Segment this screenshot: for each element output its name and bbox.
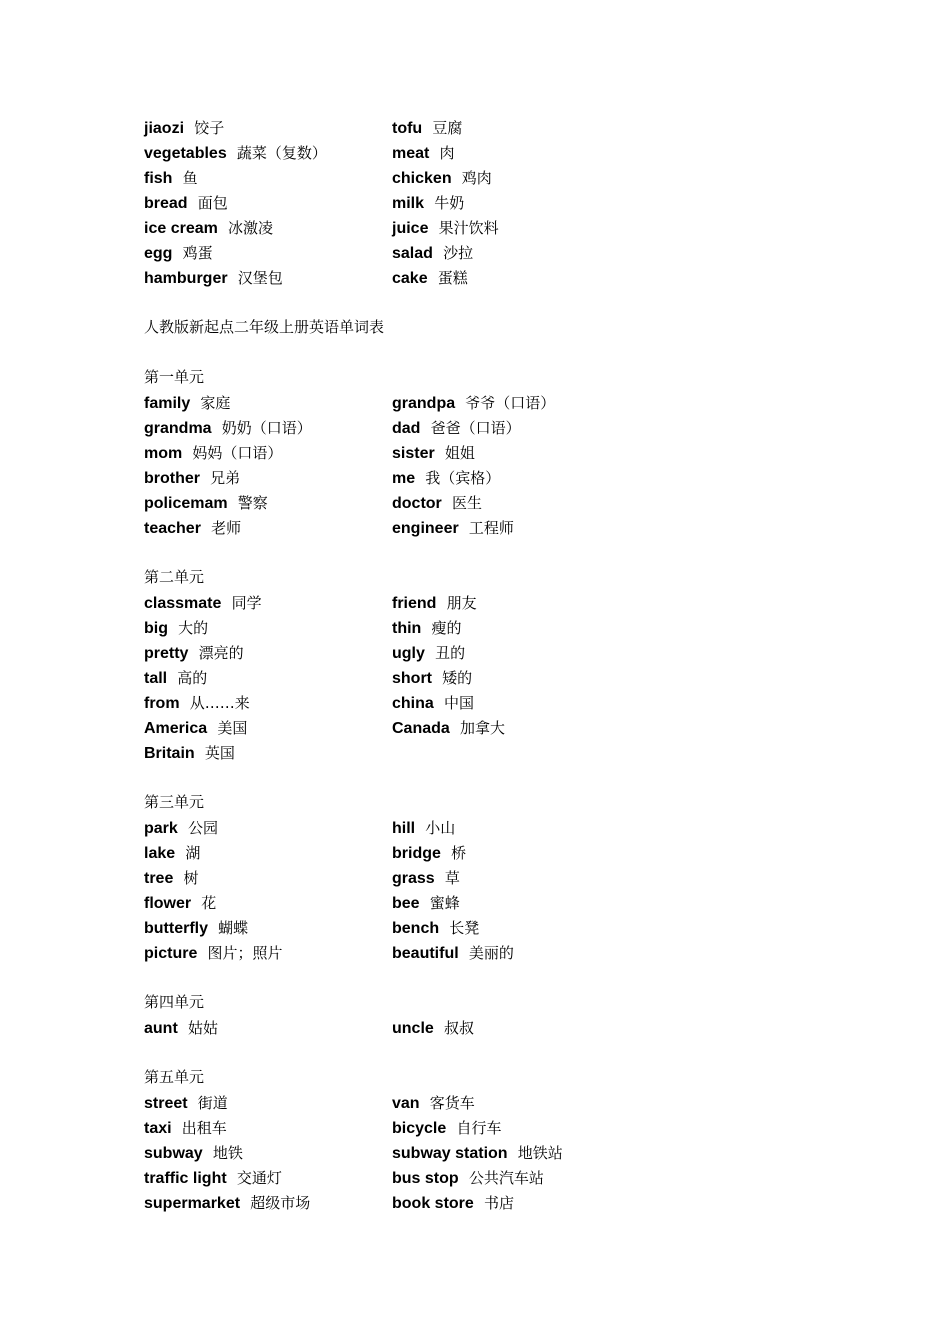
english-word: vegetables xyxy=(144,145,227,162)
chinese-meaning: 医生 xyxy=(451,494,482,512)
word-entry-right xyxy=(392,390,555,416)
unit-5-row xyxy=(144,1165,704,1190)
english-word: street xyxy=(144,1095,188,1112)
chinese-meaning: 牛奶 xyxy=(434,194,465,212)
chinese-meaning: 自行车 xyxy=(456,1119,502,1137)
word-entry-left xyxy=(144,1090,228,1116)
word-entry-right xyxy=(392,915,479,941)
english-word: ugly xyxy=(392,645,425,662)
chinese-meaning: 豆腐 xyxy=(432,119,463,137)
chinese-meaning: 蝴蝶 xyxy=(218,919,249,937)
word-entry-right xyxy=(392,115,462,141)
word-entry-left xyxy=(144,215,273,241)
food-row xyxy=(144,215,704,240)
unit-3-row xyxy=(144,890,704,915)
unit-1-row xyxy=(144,440,704,465)
english-word: friend xyxy=(392,595,437,612)
chinese-meaning: 爷爷（口语） xyxy=(465,394,556,412)
unit-5-row xyxy=(144,1090,704,1115)
english-word: brother xyxy=(144,470,200,487)
english-word: bread xyxy=(144,195,188,212)
word-entry-right xyxy=(392,815,455,841)
word-entry-left xyxy=(144,740,235,766)
chinese-meaning: 朋友 xyxy=(446,594,477,612)
unit-2-row xyxy=(144,740,704,765)
english-word: hill xyxy=(392,820,416,837)
unit-heading: 第四单元 xyxy=(144,993,205,1011)
chinese-meaning: 公园 xyxy=(187,819,218,837)
unit-heading: 第二单元 xyxy=(144,568,205,586)
chinese-meaning: 图片；照片 xyxy=(207,944,283,962)
english-word: butterfly xyxy=(144,920,208,937)
english-word: china xyxy=(392,695,434,712)
english-word: teacher xyxy=(144,520,201,537)
food-row xyxy=(144,115,704,140)
chinese-meaning: 兄弟 xyxy=(210,469,241,487)
chinese-meaning: 加拿大 xyxy=(459,719,505,737)
english-word: milk xyxy=(392,195,425,212)
word-entry-right xyxy=(392,840,466,866)
unit-2-row xyxy=(144,590,704,615)
unit-3-row xyxy=(144,840,704,865)
english-word: bus stop xyxy=(392,1170,459,1187)
word-entry-left xyxy=(144,265,283,291)
word-entry-left xyxy=(144,140,327,166)
english-word: bee xyxy=(392,895,420,912)
word-entry-left xyxy=(144,690,250,716)
word-entry-right xyxy=(392,240,473,266)
word-entry-right xyxy=(392,590,477,616)
english-word: family xyxy=(144,395,191,412)
unit-1-row xyxy=(144,390,704,415)
english-word: engineer xyxy=(392,520,459,537)
word-entry-right xyxy=(392,715,505,741)
chinese-meaning: 从……来 xyxy=(189,694,250,712)
english-word: tofu xyxy=(392,120,423,137)
english-word: bicycle xyxy=(392,1120,447,1137)
unit-3-row xyxy=(144,815,704,840)
unit-heading: 第五单元 xyxy=(144,1068,205,1086)
chinese-meaning: 姑姑 xyxy=(187,1019,218,1037)
unit-3-row xyxy=(144,915,704,940)
chinese-meaning: 英国 xyxy=(204,744,235,762)
word-entry-right xyxy=(392,1165,544,1191)
chinese-meaning: 沙拉 xyxy=(443,244,474,262)
chinese-meaning: 爸爸（口语） xyxy=(430,419,521,437)
word-entry-left xyxy=(144,490,268,516)
word-entry-right xyxy=(392,1190,514,1216)
food-row xyxy=(144,265,704,290)
english-word: traffic light xyxy=(144,1170,227,1187)
word-entry-left xyxy=(144,1190,310,1216)
english-word: book store xyxy=(392,1195,474,1212)
english-word: Canada xyxy=(392,720,450,737)
unit-5-row xyxy=(144,1115,704,1140)
english-word: pretty xyxy=(144,645,189,662)
word-entry-right xyxy=(392,1015,474,1041)
chinese-meaning: 瘦的 xyxy=(431,619,462,637)
chinese-meaning: 工程师 xyxy=(468,519,514,537)
english-word: big xyxy=(144,620,168,637)
english-word: salad xyxy=(392,245,433,262)
word-entry-right xyxy=(392,1090,475,1116)
word-entry-right xyxy=(392,690,474,716)
word-entry-left xyxy=(144,715,247,741)
english-word: subway xyxy=(144,1145,203,1162)
chinese-meaning: 矮的 xyxy=(442,669,473,687)
word-entry-left xyxy=(144,840,200,866)
unit-1-row xyxy=(144,490,704,515)
chinese-meaning: 奶奶（口语） xyxy=(221,419,312,437)
unit-2-row xyxy=(144,665,704,690)
word-entry-left xyxy=(144,1015,218,1041)
word-entry-left xyxy=(144,440,282,466)
word-entry-left xyxy=(144,890,216,916)
english-word: meat xyxy=(392,145,430,162)
word-entry-right xyxy=(392,415,521,441)
unit-2-row xyxy=(144,690,704,715)
chinese-meaning: 交通灯 xyxy=(236,1169,282,1187)
english-word: policemam xyxy=(144,495,228,512)
word-entry-left xyxy=(144,940,283,966)
chinese-meaning: 湖 xyxy=(185,844,201,862)
chinese-meaning: 花 xyxy=(201,894,217,912)
english-word: aunt xyxy=(144,1020,178,1037)
unit-4-row xyxy=(144,1015,704,1040)
english-word: supermarket xyxy=(144,1195,241,1212)
chinese-meaning: 姐姐 xyxy=(444,444,475,462)
chinese-meaning: 长凳 xyxy=(449,919,480,937)
english-word: dad xyxy=(392,420,421,437)
chinese-meaning: 大的 xyxy=(178,619,209,637)
word-entry-right xyxy=(392,640,465,666)
chinese-meaning: 桥 xyxy=(451,844,467,862)
word-entry-left xyxy=(144,815,218,841)
english-word: from xyxy=(144,695,180,712)
chinese-meaning: 地铁 xyxy=(212,1144,243,1162)
unit-1-row xyxy=(144,515,704,540)
chinese-meaning: 同学 xyxy=(231,594,262,612)
chinese-meaning: 妈妈（口语） xyxy=(192,444,283,462)
chinese-meaning: 鸡肉 xyxy=(461,169,492,187)
english-word: flower xyxy=(144,895,192,912)
english-word: tree xyxy=(144,870,174,887)
english-word: me xyxy=(392,470,416,487)
english-word: egg xyxy=(144,245,173,262)
word-entry-left xyxy=(144,865,199,891)
english-word: chicken xyxy=(392,170,452,187)
word-entry-left xyxy=(144,190,228,216)
word-entry-left xyxy=(144,165,198,191)
chinese-meaning: 漂亮的 xyxy=(198,644,244,662)
word-entry-left xyxy=(144,415,312,441)
english-word: short xyxy=(392,670,432,687)
chinese-meaning: 肉 xyxy=(439,144,455,162)
food-row xyxy=(144,190,704,215)
english-word: mom xyxy=(144,445,183,462)
english-word: sister xyxy=(392,445,435,462)
english-word: jiaozi xyxy=(144,120,185,137)
chinese-meaning: 蜜蜂 xyxy=(429,894,460,912)
chinese-meaning: 书店 xyxy=(483,1194,514,1212)
word-entry-left xyxy=(144,915,248,941)
word-entry-right xyxy=(392,1140,563,1166)
chinese-meaning: 草 xyxy=(444,869,460,887)
english-word: grandma xyxy=(144,420,212,437)
chinese-meaning: 冰激凌 xyxy=(228,219,274,237)
unit-3-row xyxy=(144,940,704,965)
english-word: cake xyxy=(392,270,428,287)
chinese-meaning: 汉堡包 xyxy=(237,269,283,287)
chinese-meaning: 超级市场 xyxy=(250,1194,311,1212)
unit-5-row xyxy=(144,1140,704,1165)
food-row xyxy=(144,240,704,265)
food-row xyxy=(144,140,704,165)
english-word: grandpa xyxy=(392,395,456,412)
chinese-meaning: 果汁饮料 xyxy=(438,219,499,237)
english-word: bridge xyxy=(392,845,441,862)
unit-1-row xyxy=(144,465,704,490)
english-word: beautiful xyxy=(392,945,459,962)
english-word: Britain xyxy=(144,745,195,762)
chinese-meaning: 鱼 xyxy=(182,169,198,187)
english-word: van xyxy=(392,1095,420,1112)
chinese-meaning: 鸡蛋 xyxy=(182,244,213,262)
english-word: classmate xyxy=(144,595,222,612)
chinese-meaning: 丑的 xyxy=(435,644,466,662)
chinese-meaning: 街道 xyxy=(197,1094,228,1112)
english-word: ice cream xyxy=(144,220,218,237)
word-entry-right xyxy=(392,1115,501,1141)
unit-2-row xyxy=(144,615,704,640)
unit-5-row xyxy=(144,1190,704,1215)
chinese-meaning: 我（宾格） xyxy=(425,469,501,487)
english-word: hamburger xyxy=(144,270,228,287)
english-word: uncle xyxy=(392,1020,434,1037)
english-word: picture xyxy=(144,945,198,962)
word-entry-right xyxy=(392,615,462,641)
word-entry-right xyxy=(392,440,475,466)
english-word: lake xyxy=(144,845,176,862)
chinese-meaning: 饺子 xyxy=(194,119,225,137)
food-row xyxy=(144,165,704,190)
chinese-meaning: 叔叔 xyxy=(443,1019,474,1037)
word-entry-right xyxy=(392,215,499,241)
chinese-meaning: 中国 xyxy=(443,694,474,712)
english-word: America xyxy=(144,720,208,737)
english-word: grass xyxy=(392,870,435,887)
unit-2-row xyxy=(144,640,704,665)
word-entry-right xyxy=(392,465,500,491)
chinese-meaning: 美丽的 xyxy=(468,944,514,962)
unit-heading: 第三单元 xyxy=(144,793,205,811)
word-entry-left xyxy=(144,1140,243,1166)
word-entry-left xyxy=(144,115,224,141)
chinese-meaning: 出租车 xyxy=(181,1119,227,1137)
word-entry-right xyxy=(392,865,460,891)
chinese-meaning: 美国 xyxy=(217,719,248,737)
english-word: subway station xyxy=(392,1145,508,1162)
english-word: park xyxy=(144,820,178,837)
word-entry-left xyxy=(144,465,240,491)
word-entry-left xyxy=(144,640,244,666)
word-entry-left xyxy=(144,240,213,266)
chinese-meaning: 老师 xyxy=(211,519,242,537)
english-word: thin xyxy=(392,620,422,637)
chinese-meaning: 面包 xyxy=(197,194,228,212)
unit-3-row xyxy=(144,865,704,890)
chinese-meaning: 小山 xyxy=(425,819,456,837)
english-word: juice xyxy=(392,220,429,237)
word-entry-right xyxy=(392,515,514,541)
word-entry-left xyxy=(144,1115,227,1141)
word-entry-left xyxy=(144,1165,282,1191)
chinese-meaning: 高的 xyxy=(177,669,208,687)
chinese-meaning: 客货车 xyxy=(429,1094,475,1112)
english-word: tall xyxy=(144,670,168,687)
word-entry-right xyxy=(392,665,472,691)
word-entry-left xyxy=(144,590,262,616)
chinese-meaning: 家庭 xyxy=(200,394,231,412)
chinese-meaning: 公共汽车站 xyxy=(468,1169,544,1187)
unit-1-row xyxy=(144,415,704,440)
page-title: 人教版新起点二年级上册英语单词表 xyxy=(144,318,385,336)
word-entry-right xyxy=(392,940,514,966)
english-word: doctor xyxy=(392,495,442,512)
english-word: fish xyxy=(144,170,173,187)
unit-2-row xyxy=(144,715,704,740)
word-entry-left xyxy=(144,515,241,541)
word-entry-right xyxy=(392,490,482,516)
unit-heading: 第一单元 xyxy=(144,368,205,386)
chinese-meaning: 蛋糕 xyxy=(437,269,468,287)
word-entry-right xyxy=(392,165,492,191)
word-entry-right xyxy=(392,140,455,166)
chinese-meaning: 地铁站 xyxy=(517,1144,563,1162)
word-entry-left xyxy=(144,390,230,416)
word-entry-left xyxy=(144,615,208,641)
word-entry-right xyxy=(392,190,464,216)
word-entry-right xyxy=(392,890,460,916)
chinese-meaning: 蔬菜（复数） xyxy=(236,144,327,162)
word-entry-right xyxy=(392,265,468,291)
chinese-meaning: 树 xyxy=(183,869,199,887)
chinese-meaning: 警察 xyxy=(237,494,268,512)
english-word: taxi xyxy=(144,1120,172,1137)
english-word: bench xyxy=(392,920,440,937)
word-entry-left xyxy=(144,665,207,691)
